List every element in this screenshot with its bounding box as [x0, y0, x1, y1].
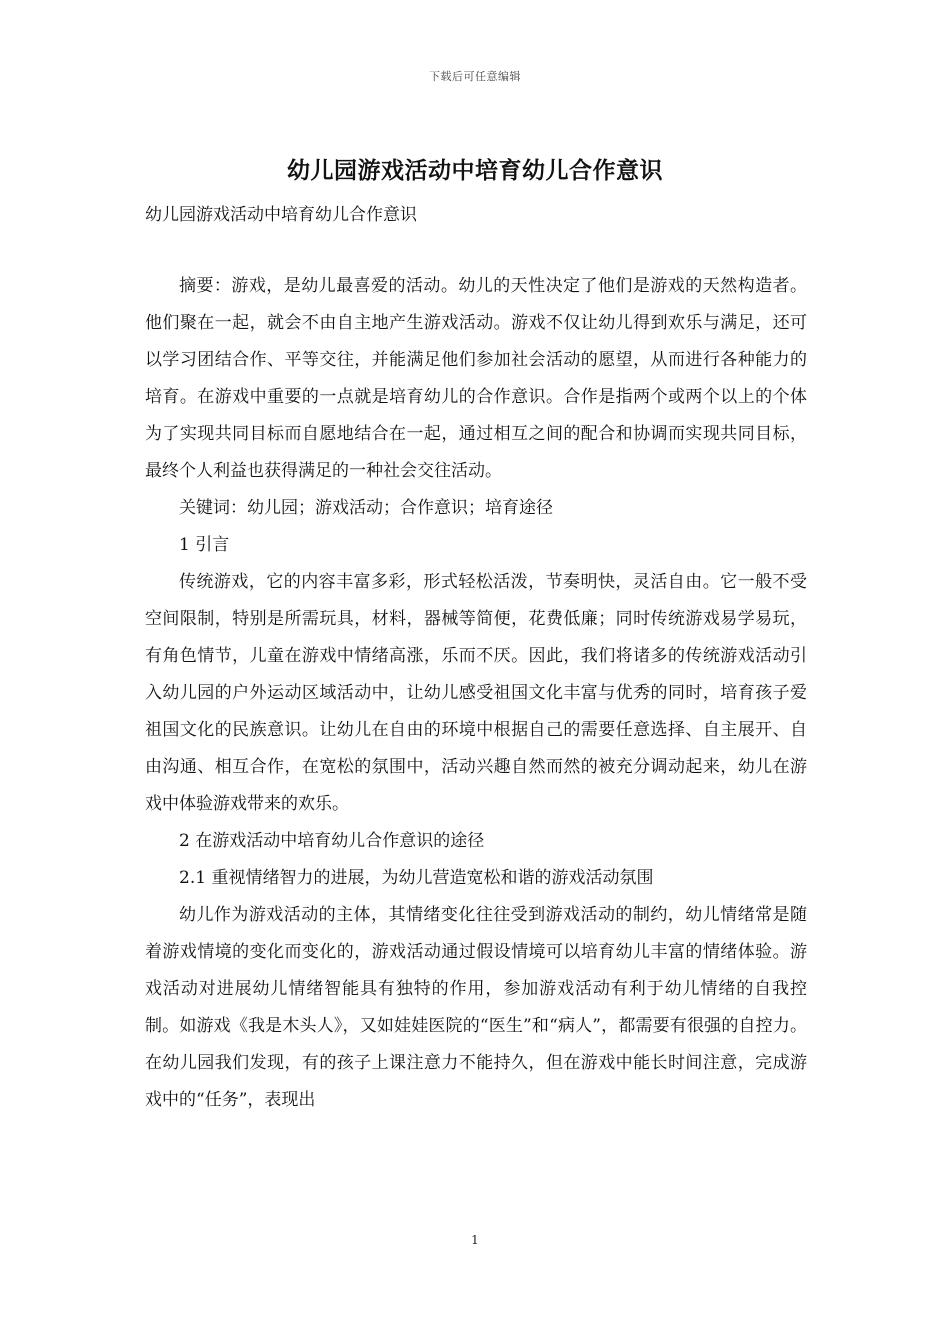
body-paragraph: 幼儿作为游戏活动的主体，其情绪变化往往受到游戏活动的制约，幼儿情绪常是随着游戏情境的变化而变化的，游戏活动通过假设情境可以培育幼儿丰富的情绪体验。游戏活动对进展幼儿情绪智能具有独特的作用，参加游戏活动有利于幼儿情绪的自我控制。如游戏《我是木头人》，又如娃娃医院的“医生”和“病人”，都需要有很强的自控力。在幼儿园我们发现，有的孩子上课注意力不能持久，但在游戏中能长时间注意，完成游戏中的“任务”，表现出 — [145, 905, 807, 1110]
abstract-paragraph: 摘要：游戏，是幼儿最喜爱的活动。幼儿的天性决定了他们是游戏的天然构造者。他们聚在一起，就会不由自主地产生游戏活动。游戏不仅让幼儿得到欢乐与满足，还可以学习团结合作、平等交往，并能满足他们参加社会活动的愿望，从而进行各种能力的培育。在游戏中重要的一点就是培育幼儿的合作意识。合作是指两个或两个以上的个体为了实现共同目标而自愿地结合在一起，通过相互之间的配合和协调而实现共同目标，最终个人利益也获得满足的一种社会交往活动。 — [145, 276, 807, 481]
document-subtitle: 幼儿园游戏活动中培育幼儿合作意识 — [145, 205, 417, 225]
document-title: 幼儿园游戏活动中培育幼儿合作意识 — [287, 157, 663, 184]
keywords-paragraph: 关键词：幼儿园；游戏活动；合作意识；培育途径 — [179, 498, 553, 518]
section-heading-introduction: 1 引言 — [179, 535, 230, 555]
introduction-paragraph: 传统游戏，它的内容丰富多彩，形式轻松活泼，节奏明快，灵活自由。它一般不受空间限制，特别是所需玩具，材料，器械等简便，花费低廉；同时传统游戏易学易玩，有角色情节，儿童在游戏中情绪高涨，乐而不厌。因此，我们将诸多的传统游戏活动引入幼儿园的户外运动区域活动中，让幼儿感受祖国文化丰富与优秀的同时，培育孩子爱祖国文化的民族意识。让幼儿在自由的环境中根据自己的需要任意选择、自主展开、自由沟通、相互合作，在宽松的氛围中，活动兴趣自然而然的被充分调动起来，幼儿在游戏中体验游戏带来的欢乐。 — [145, 572, 807, 814]
section-heading-approaches: 2 在游戏活动中培育幼儿合作意识的途径 — [179, 831, 485, 851]
page-number: 1 — [471, 1233, 479, 1247]
document-body — [145, 268, 807, 1119]
page-header: 下载后可任意编辑 — [429, 70, 521, 83]
subsection-heading-2-1: 2.1 重视情绪智力的进展，为幼儿营造宽松和谐的游戏活动氛围 — [179, 868, 654, 888]
